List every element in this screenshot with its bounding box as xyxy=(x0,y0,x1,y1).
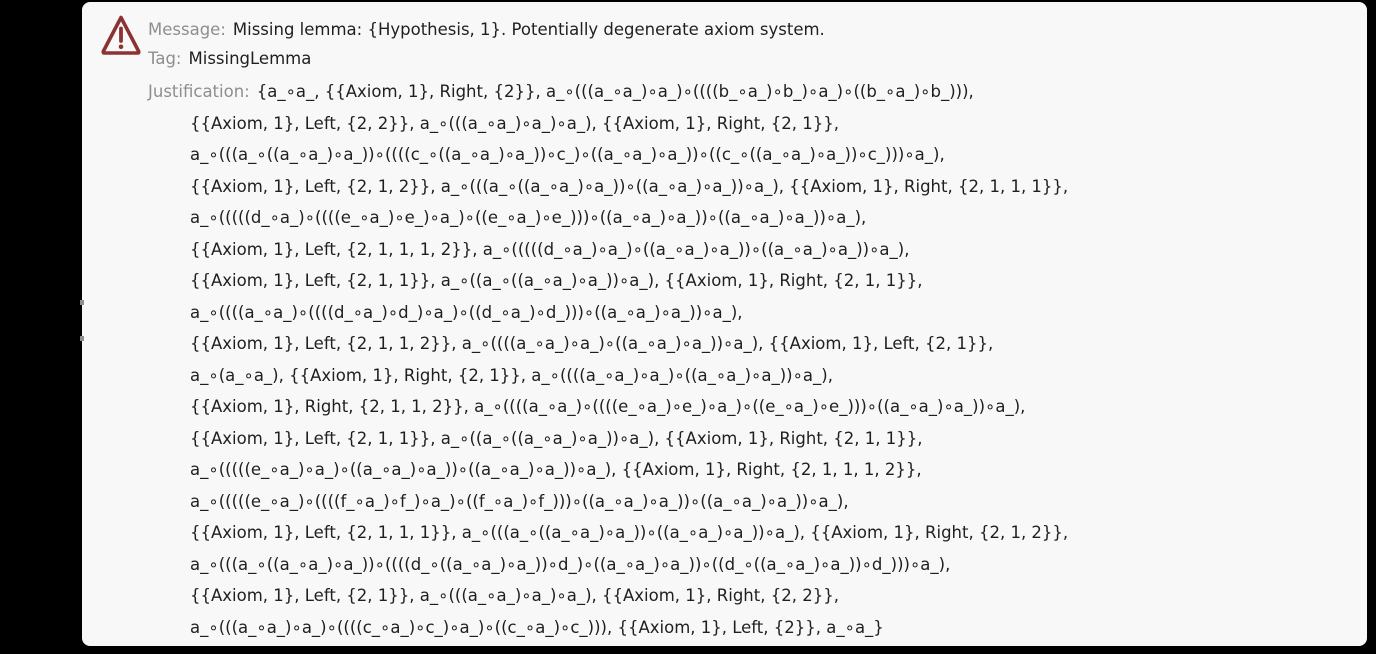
justification-line: {{Axiom, 1}, Right, {2, 1, 1, 2}}, a_∘((((a_∘a_)∘((((e_∘a_)∘e_)∘a_)∘((e_∘a_)∘e_)))∘((a_∘a_)∘a_))∘a_), xyxy=(190,397,1026,416)
tag-value: MissingLemma xyxy=(188,49,312,68)
message-line xyxy=(148,15,1358,44)
justification-wrapped-lines xyxy=(148,108,1358,644)
justification-line: {{Axiom, 1}, Left, {2, 1, 1}}, a_∘((a_∘((a_∘a_)∘a_))∘a_), {{Axiom, 1}, Right, {2, 1, 1}}, xyxy=(190,428,923,448)
message-panel xyxy=(82,2,1367,646)
justification-line: {{Axiom, 1}, Left, {2, 1, 1, 1}}, a_∘(((a_∘((a_∘a_)∘a_))∘((a_∘a_)∘a_))∘a_), {{Axiom, 1}, Right, {2, 1, 2}}, xyxy=(190,523,1069,542)
cell-bracket-notch xyxy=(80,300,84,305)
tag-label: Tag: xyxy=(148,49,182,68)
justification-line: a_∘(((a_∘((a_∘a_)∘a_))∘((((d_∘((a_∘a_)∘a_))∘d_)∘((a_∘a_)∘a_))∘((d_∘((a_∘a_)∘a_))∘d_)))∘a_), xyxy=(190,554,951,574)
justification-first-line xyxy=(148,76,1358,108)
justification-line: a_∘(((((d_∘a_)∘((((e_∘a_)∘e_)∘a_)∘((e_∘a_)∘e_)))∘((a_∘a_)∘a_))∘((a_∘a_)∘a_))∘a_), xyxy=(190,208,867,227)
justification-line: {{Axiom, 1}, Left, {2, 2}}, a_∘(((a_∘a_)∘a_)∘a_), {{Axiom, 1}, Right, {2, 1}}, xyxy=(190,113,839,133)
justification-section xyxy=(148,76,1358,643)
message-text: Missing lemma: {Hypothesis, 1}. Potentially degenerate axiom system. xyxy=(232,20,825,39)
justification-line: {{Axiom, 1}, Left, {2, 1, 1, 2}}, a_∘((((a_∘a_)∘a_)∘((a_∘a_)∘a_))∘a_), {{Axiom, 1}, Left, {2, 1}}, xyxy=(190,334,994,353)
justification-line: a_∘(((a_∘((a_∘a_)∘a_))∘((((c_∘((a_∘a_)∘a_))∘c_)∘((a_∘a_)∘a_))∘((c_∘((a_∘a_)∘a_))∘c_)))∘a_), xyxy=(190,145,945,164)
warning-icon xyxy=(99,12,143,60)
justification-line: a_∘(((a_∘a_)∘a_)∘((((c_∘a_)∘c_)∘a_)∘((c_∘a_)∘c_))), {{Axiom, 1}, Left, {2}}, a_∘a_} xyxy=(190,617,884,637)
message-label: Message: xyxy=(148,20,226,39)
justification-line: a_∘(((((e_∘a_)∘a_)∘((a_∘a_)∘a_))∘((a_∘a_)∘a_))∘a_), {{Axiom, 1}, Right, {2, 1, 1, 1, 2}}, xyxy=(190,460,922,479)
tag-line xyxy=(148,44,1358,73)
justification-text: {a_∘a_, {{Axiom, 1}, Right, {2}}, a_∘(((a_∘a_)∘a_)∘((((b_∘a_)∘b_)∘a_)∘((b_∘a_)∘b_))), xyxy=(256,82,974,101)
justification-line: {{Axiom, 1}, Left, {2, 1}}, a_∘(((a_∘a_)∘a_)∘a_), {{Axiom, 1}, Right, {2, 2}}, xyxy=(190,586,839,605)
justification-line: a_∘(((((e_∘a_)∘((((f_∘a_)∘f_)∘a_)∘((f_∘a_)∘f_)))∘((a_∘a_)∘a_))∘((a_∘a_)∘a_))∘a_), xyxy=(190,491,849,511)
cell-bracket-notch xyxy=(80,336,84,341)
justification-line: {{Axiom, 1}, Left, {2, 1, 2}}, a_∘(((a_∘((a_∘a_)∘a_))∘((a_∘a_)∘a_))∘a_), {{Axiom, 1}, Right, {2, 1, 1, 1}}, xyxy=(190,176,1069,196)
message-body xyxy=(148,15,1358,643)
justification-line: a_∘(a_∘a_), {{Axiom, 1}, Right, {2, 1}}, a_∘((((a_∘a_)∘a_)∘((a_∘a_)∘a_))∘a_), xyxy=(190,365,833,385)
justification-line: a_∘((((a_∘a_)∘((((d_∘a_)∘d_)∘a_)∘((d_∘a_)∘d_)))∘((a_∘a_)∘a_))∘a_), xyxy=(190,302,743,322)
justification-line: {{Axiom, 1}, Left, {2, 1, 1}}, a_∘((a_∘((a_∘a_)∘a_))∘a_), {{Axiom, 1}, Right, {2, 1, 1}}, xyxy=(190,271,923,290)
justification-label: Justification: xyxy=(148,82,250,101)
justification-line: {{Axiom, 1}, Left, {2, 1, 1, 1, 2}}, a_∘(((((d_∘a_)∘a_)∘((a_∘a_)∘a_))∘((a_∘a_)∘a_))∘a_), xyxy=(190,239,910,259)
